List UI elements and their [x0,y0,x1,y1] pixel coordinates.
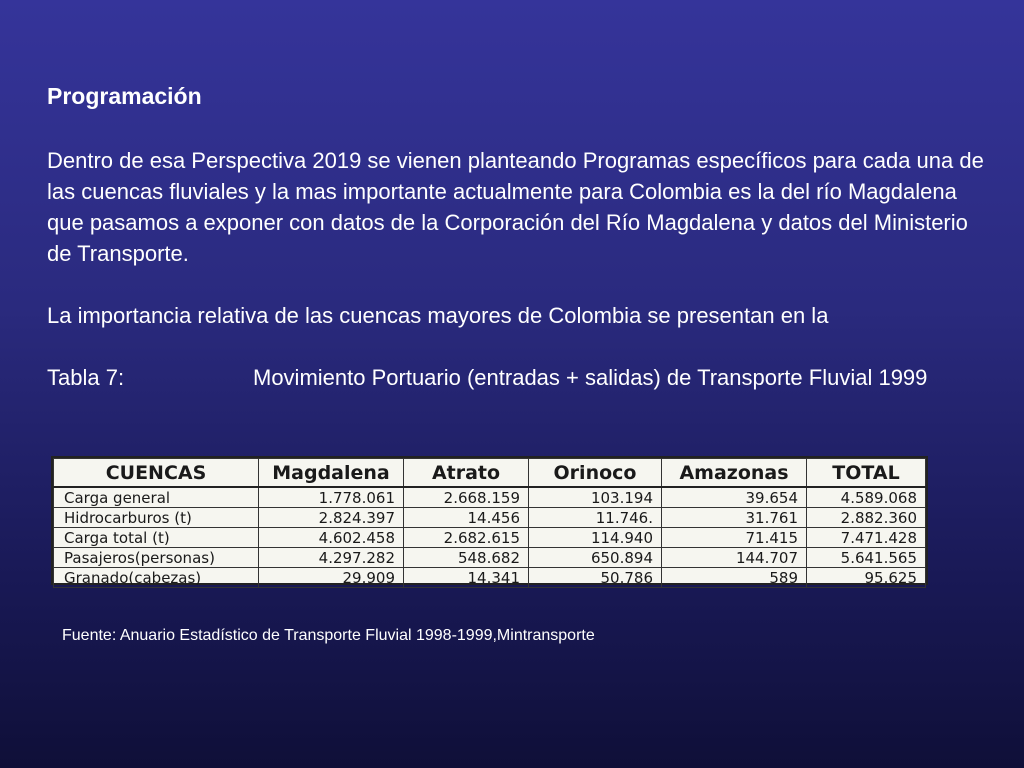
cell-amazonas: 589 [662,568,807,588]
cell-orinoco: 114.940 [529,528,662,548]
cell-total: 5.641.565 [807,548,926,568]
table-caption-label: Tabla 7: [47,365,125,390]
cell-orinoco: 650.894 [529,548,662,568]
column-header-cuencas: CUENCAS [54,459,259,488]
importance-paragraph: La importancia relativa de las cuencas mayores de Colombia se presentan en la [47,303,829,328]
row-label: Hidrocarburos (t) [54,508,259,528]
column-header-atrato: Atrato [404,459,529,488]
intro-paragraph: Dentro de esa Perspectiva 2019 se vienen planteando Programas específicos para cada una de las cuencas fluviales y la mas importante actualmente para Colombia es la del río Magdalena que pasamos a exponer con datos de la Corporación del Río Magdalena y datos del Ministerio de Transporte. [47,148,984,266]
table-header-row [54,459,926,488]
cell-magdalena: 2.824.397 [259,508,404,528]
source-note: Fuente: Anuario Estadístico de Transporte Fluvial 1998-1999,Mintransporte [62,627,595,644]
table-caption-text: Movimiento Portuario (entradas + salidas) de Transporte Fluvial 1999 [253,365,928,390]
cell-atrato: 2.668.159 [404,487,529,508]
cell-total: 4.589.068 [807,487,926,508]
table-row [54,548,926,568]
cell-atrato: 2.682.615 [404,528,529,548]
slide-heading: Programación [47,83,202,109]
cell-atrato: 14.456 [404,508,529,528]
row-label: Pasajeros(personas) [54,548,259,568]
cell-magdalena: 4.602.458 [259,528,404,548]
cell-amazonas: 71.415 [662,528,807,548]
cell-total: 2.882.360 [807,508,926,528]
table-row [54,508,926,528]
table-row [54,568,926,588]
cell-amazonas: 39.654 [662,487,807,508]
cell-amazonas: 144.707 [662,548,807,568]
cell-orinoco: 11.746. [529,508,662,528]
row-label: Carga total (t) [54,528,259,548]
river-basins-table [51,456,928,585]
row-label: Granado(cabezas) [54,568,259,588]
cell-orinoco: 50.786 [529,568,662,588]
cell-total: 95.625 [807,568,926,588]
row-label: Carga general [54,487,259,508]
cell-magdalena: 29.909 [259,568,404,588]
column-header-orinoco: Orinoco [529,459,662,488]
cell-magdalena: 4.297.282 [259,548,404,568]
cell-atrato: 548.682 [404,548,529,568]
cell-atrato: 14.341 [404,568,529,588]
column-header-total: TOTAL [807,459,926,488]
column-header-amazonas: Amazonas [662,459,807,488]
table-row [54,487,926,508]
cell-total: 7.471.428 [807,528,926,548]
cell-magdalena: 1.778.061 [259,487,404,508]
cell-amazonas: 31.761 [662,508,807,528]
table-row [54,528,926,548]
column-header-magdalena: Magdalena [259,459,404,488]
cell-orinoco: 103.194 [529,487,662,508]
data-table [53,458,926,588]
